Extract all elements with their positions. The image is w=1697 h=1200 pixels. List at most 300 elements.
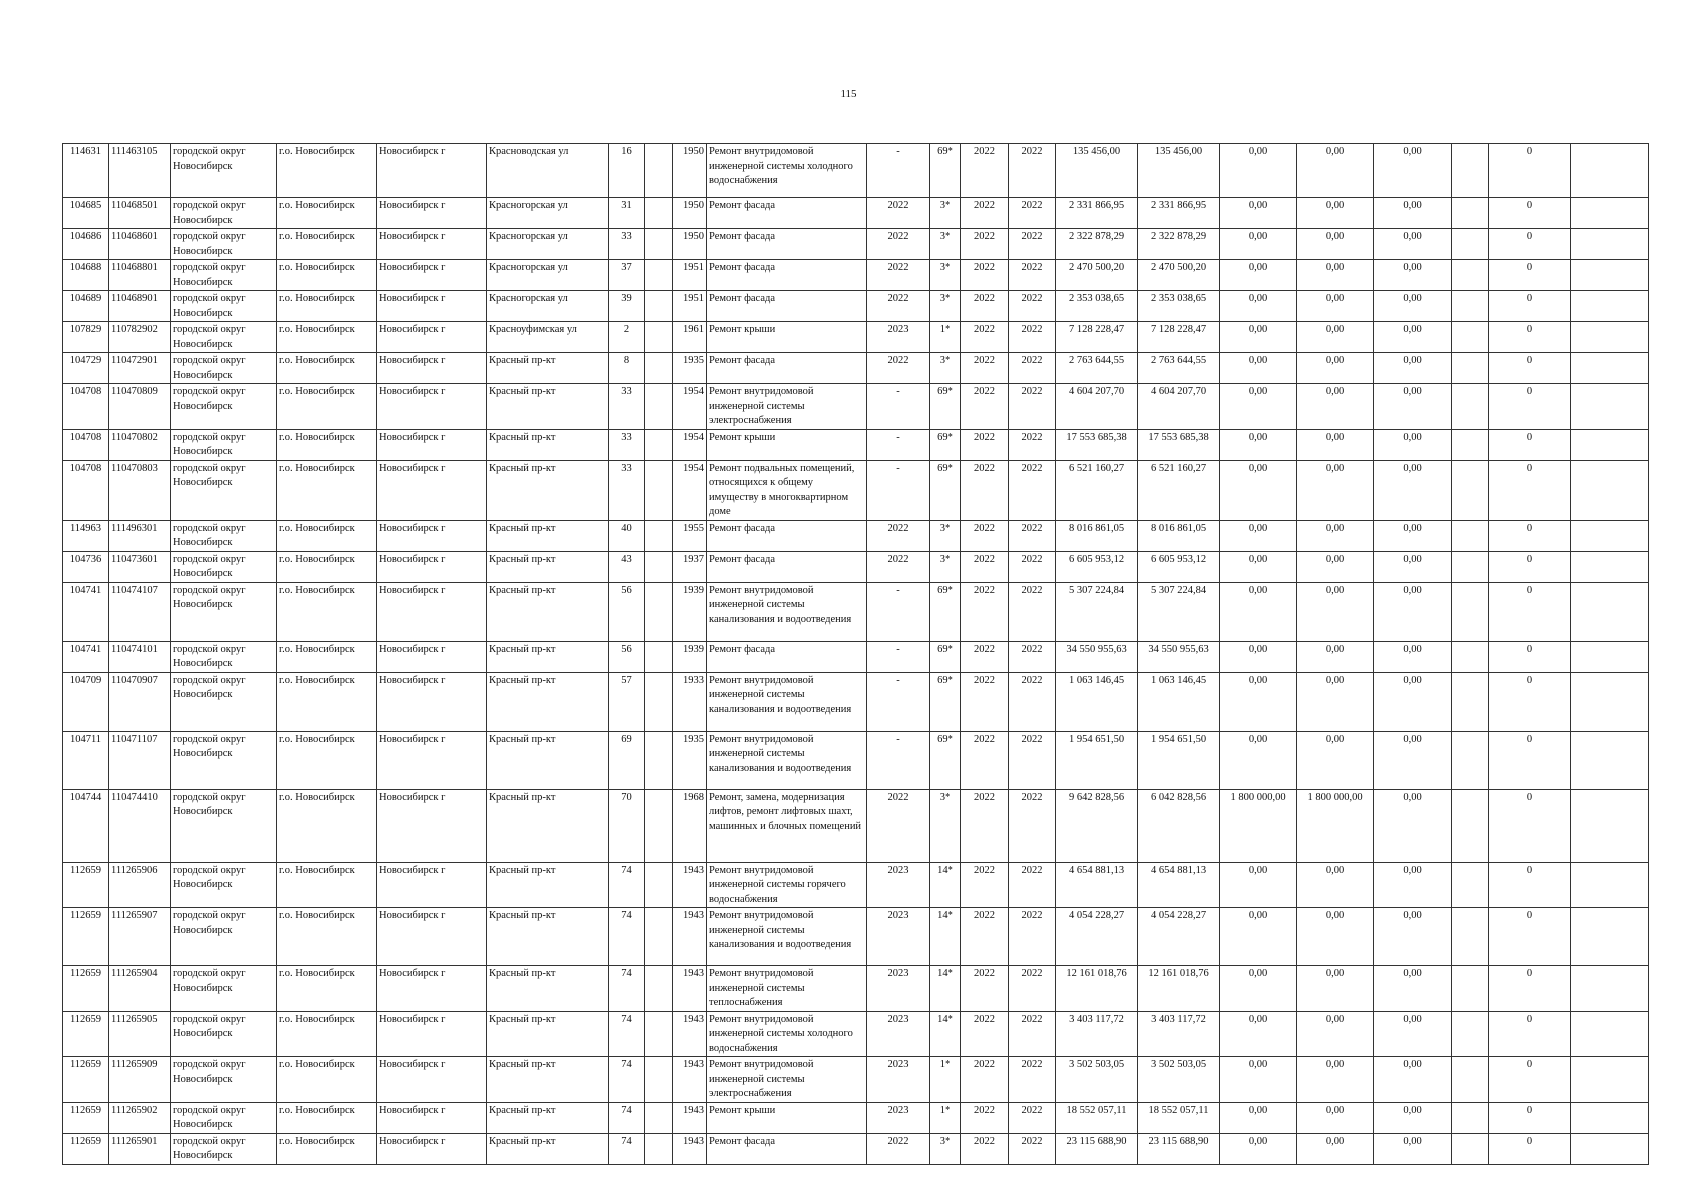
city-cell: Новосибирск г	[377, 731, 487, 789]
row-code: 111265906	[109, 862, 171, 908]
empty-cell	[1571, 353, 1649, 384]
empty-cell	[1452, 551, 1489, 582]
cost-d-cell: 0,00	[1374, 641, 1452, 672]
empty-cell	[645, 291, 673, 322]
empty-cell	[1571, 908, 1649, 966]
mark-cell: 69*	[930, 144, 961, 198]
municipality-cell: городской округ Новосибирск	[171, 731, 277, 789]
cost-b-cell: 0,00	[1220, 260, 1297, 291]
plan-year-cell: -	[867, 144, 930, 198]
work-type-cell: Ремонт внутридомовой инженерной системы канализования и водоотведения	[707, 582, 867, 641]
cost-d-cell: 0,00	[1374, 429, 1452, 460]
last-value-cell: 0	[1489, 384, 1571, 430]
table-row	[63, 551, 1649, 582]
work-type-cell: Ремонт подвальных помещений, относящихся к общему имуществу в многоквартирном доме	[707, 460, 867, 520]
mark-cell: 69*	[930, 672, 961, 731]
year-built-cell: 1951	[673, 260, 707, 291]
municipality-cell: городской округ Новосибирск	[171, 260, 277, 291]
mark-cell: 3*	[930, 229, 961, 260]
cost-d-cell: 0,00	[1374, 862, 1452, 908]
cost-d-cell: 0,00	[1374, 229, 1452, 260]
last-value-cell: 0	[1489, 460, 1571, 520]
work-type-cell: Ремонт фасада	[707, 229, 867, 260]
cost-d-cell: 0,00	[1374, 1133, 1452, 1164]
empty-cell	[1571, 641, 1649, 672]
last-value-cell: 0	[1489, 641, 1571, 672]
house-cell: 8	[609, 353, 645, 384]
okrug-cell: г.о. Новосибирск	[277, 198, 377, 229]
cost-b-cell: 0,00	[1220, 460, 1297, 520]
cost-c-cell: 0,00	[1297, 384, 1374, 430]
cost-a-cell: 12 161 018,76	[1138, 966, 1220, 1012]
plan-year-cell: 2022	[867, 291, 930, 322]
empty-cell	[1452, 144, 1489, 198]
plan-year-cell: 2022	[867, 353, 930, 384]
house-cell: 56	[609, 641, 645, 672]
last-value-cell: 0	[1489, 908, 1571, 966]
cost-c-cell: 0,00	[1297, 731, 1374, 789]
empty-cell	[1571, 198, 1649, 229]
empty-cell	[645, 1057, 673, 1103]
street-cell: Красный пр-кт	[487, 384, 609, 430]
empty-cell	[1452, 429, 1489, 460]
cost-total-cell: 12 161 018,76	[1056, 966, 1138, 1012]
row-id: 104708	[63, 384, 109, 430]
cost-total-cell: 2 763 644,55	[1056, 353, 1138, 384]
row-code: 110472901	[109, 353, 171, 384]
house-cell: 2	[609, 322, 645, 353]
cost-b-cell: 0,00	[1220, 1011, 1297, 1057]
cost-b-cell: 0,00	[1220, 1102, 1297, 1133]
cost-c-cell: 0,00	[1297, 260, 1374, 291]
work-type-cell: Ремонт внутридомовой инженерной системы канализования и водоотведения	[707, 672, 867, 731]
street-cell: Красный пр-кт	[487, 1057, 609, 1103]
year-end-cell: 2022	[1009, 229, 1056, 260]
municipality-cell: городской округ Новосибирск	[171, 908, 277, 966]
cost-d-cell: 0,00	[1374, 1102, 1452, 1133]
okrug-cell: г.о. Новосибирск	[277, 229, 377, 260]
empty-cell	[645, 198, 673, 229]
work-type-cell: Ремонт крыши	[707, 1102, 867, 1133]
okrug-cell: г.о. Новосибирск	[277, 1057, 377, 1103]
cost-c-cell: 0,00	[1297, 322, 1374, 353]
cost-b-cell: 0,00	[1220, 1133, 1297, 1164]
municipality-cell: городской округ Новосибирск	[171, 384, 277, 430]
plan-year-cell: 2023	[867, 1011, 930, 1057]
city-cell: Новосибирск г	[377, 966, 487, 1012]
empty-cell	[1452, 1133, 1489, 1164]
cost-total-cell: 8 016 861,05	[1056, 520, 1138, 551]
year-end-cell: 2022	[1009, 322, 1056, 353]
city-cell: Новосибирск г	[377, 672, 487, 731]
work-type-cell: Ремонт внутридомовой инженерной системы электроснабжения	[707, 1057, 867, 1103]
row-code: 110470802	[109, 429, 171, 460]
house-cell: 69	[609, 731, 645, 789]
table-row	[63, 908, 1649, 966]
house-cell: 33	[609, 460, 645, 520]
okrug-cell: г.о. Новосибирск	[277, 291, 377, 322]
city-cell: Новосибирск г	[377, 384, 487, 430]
year-start-cell: 2022	[961, 908, 1009, 966]
cost-d-cell: 0,00	[1374, 672, 1452, 731]
year-built-cell: 1943	[673, 908, 707, 966]
empty-cell	[1452, 908, 1489, 966]
work-type-cell: Ремонт фасада	[707, 291, 867, 322]
year-end-cell: 2022	[1009, 429, 1056, 460]
municipality-cell: городской округ Новосибирск	[171, 520, 277, 551]
year-built-cell: 1943	[673, 966, 707, 1012]
cost-total-cell: 5 307 224,84	[1056, 582, 1138, 641]
year-start-cell: 2022	[961, 460, 1009, 520]
cost-a-cell: 8 016 861,05	[1138, 520, 1220, 551]
empty-cell	[645, 551, 673, 582]
cost-total-cell: 2 353 038,65	[1056, 291, 1138, 322]
mark-cell: 14*	[930, 966, 961, 1012]
empty-cell	[1452, 229, 1489, 260]
empty-cell	[645, 322, 673, 353]
cost-c-cell: 0,00	[1297, 291, 1374, 322]
table-row	[63, 384, 1649, 430]
year-built-cell: 1943	[673, 1102, 707, 1133]
empty-cell	[645, 908, 673, 966]
row-code: 111265902	[109, 1102, 171, 1133]
cost-b-cell: 0,00	[1220, 641, 1297, 672]
municipality-cell: городской округ Новосибирск	[171, 966, 277, 1012]
plan-year-cell: 2023	[867, 322, 930, 353]
cost-total-cell: 2 331 866,95	[1056, 198, 1138, 229]
cost-d-cell: 0,00	[1374, 551, 1452, 582]
mark-cell: 69*	[930, 731, 961, 789]
street-cell: Красный пр-кт	[487, 641, 609, 672]
row-id: 112659	[63, 1057, 109, 1103]
cost-d-cell: 0,00	[1374, 966, 1452, 1012]
house-cell: 56	[609, 582, 645, 641]
mark-cell: 3*	[930, 1133, 961, 1164]
year-end-cell: 2022	[1009, 460, 1056, 520]
empty-cell	[1571, 551, 1649, 582]
row-code: 110473601	[109, 551, 171, 582]
street-cell: Красный пр-кт	[487, 551, 609, 582]
okrug-cell: г.о. Новосибирск	[277, 908, 377, 966]
empty-cell	[1452, 789, 1489, 862]
table-row	[63, 291, 1649, 322]
row-code: 110470809	[109, 384, 171, 430]
year-end-cell: 2022	[1009, 1102, 1056, 1133]
empty-cell	[645, 731, 673, 789]
cost-a-cell: 4 054 228,27	[1138, 908, 1220, 966]
city-cell: Новосибирск г	[377, 291, 487, 322]
year-end-cell: 2022	[1009, 260, 1056, 291]
cost-b-cell: 1 800 000,00	[1220, 789, 1297, 862]
mark-cell: 14*	[930, 1011, 961, 1057]
row-id: 104708	[63, 429, 109, 460]
empty-cell	[1571, 291, 1649, 322]
year-start-cell: 2022	[961, 789, 1009, 862]
okrug-cell: г.о. Новосибирск	[277, 641, 377, 672]
municipality-cell: городской округ Новосибирск	[171, 460, 277, 520]
table-row	[63, 731, 1649, 789]
year-built-cell: 1943	[673, 1133, 707, 1164]
cost-a-cell: 1 954 651,50	[1138, 731, 1220, 789]
municipality-cell: городской округ Новосибирск	[171, 198, 277, 229]
municipality-cell: городской округ Новосибирск	[171, 672, 277, 731]
cost-total-cell: 135 456,00	[1056, 144, 1138, 198]
mark-cell: 3*	[930, 520, 961, 551]
mark-cell: 3*	[930, 260, 961, 291]
city-cell: Новосибирск г	[377, 460, 487, 520]
row-id: 107829	[63, 322, 109, 353]
cost-c-cell: 0,00	[1297, 229, 1374, 260]
okrug-cell: г.о. Новосибирск	[277, 322, 377, 353]
year-start-cell: 2022	[961, 672, 1009, 731]
cost-a-cell: 2 322 878,29	[1138, 229, 1220, 260]
year-start-cell: 2022	[961, 260, 1009, 291]
table-row	[63, 1102, 1649, 1133]
row-id: 104711	[63, 731, 109, 789]
cost-a-cell: 3 403 117,72	[1138, 1011, 1220, 1057]
cost-b-cell: 0,00	[1220, 862, 1297, 908]
house-cell: 37	[609, 260, 645, 291]
work-type-cell: Ремонт внутридомовой инженерной системы холодного водоснабжения	[707, 144, 867, 198]
table-row	[63, 966, 1649, 1012]
empty-cell	[645, 460, 673, 520]
row-code: 110468801	[109, 260, 171, 291]
municipality-cell: городской округ Новосибирск	[171, 322, 277, 353]
work-type-cell: Ремонт фасада	[707, 260, 867, 291]
municipality-cell: городской округ Новосибирск	[171, 551, 277, 582]
plan-year-cell: 2022	[867, 789, 930, 862]
cost-a-cell: 23 115 688,90	[1138, 1133, 1220, 1164]
okrug-cell: г.о. Новосибирск	[277, 862, 377, 908]
row-code: 111463105	[109, 144, 171, 198]
plan-year-cell: 2022	[867, 551, 930, 582]
cost-b-cell: 0,00	[1220, 429, 1297, 460]
year-end-cell: 2022	[1009, 1057, 1056, 1103]
cost-total-cell: 1 063 146,45	[1056, 672, 1138, 731]
row-id: 104744	[63, 789, 109, 862]
cost-total-cell: 7 128 228,47	[1056, 322, 1138, 353]
row-code: 110782902	[109, 322, 171, 353]
city-cell: Новосибирск г	[377, 353, 487, 384]
row-id: 104709	[63, 672, 109, 731]
cost-a-cell: 7 128 228,47	[1138, 322, 1220, 353]
plan-year-cell: 2023	[867, 1102, 930, 1133]
work-type-cell: Ремонт крыши	[707, 429, 867, 460]
row-id: 114963	[63, 520, 109, 551]
work-type-cell: Ремонт внутридомовой инженерной системы горячего водоснабжения	[707, 862, 867, 908]
work-type-cell: Ремонт внутридомовой инженерной системы теплоснабжения	[707, 966, 867, 1012]
year-built-cell: 1939	[673, 582, 707, 641]
row-code: 110471107	[109, 731, 171, 789]
table-row	[63, 641, 1649, 672]
table-row	[63, 322, 1649, 353]
cost-c-cell: 0,00	[1297, 862, 1374, 908]
municipality-cell: городской округ Новосибирск	[171, 229, 277, 260]
cost-b-cell: 0,00	[1220, 966, 1297, 1012]
row-id: 104741	[63, 582, 109, 641]
table-row	[63, 144, 1649, 198]
empty-cell	[1571, 582, 1649, 641]
row-code: 110468601	[109, 229, 171, 260]
house-cell: 43	[609, 551, 645, 582]
cost-total-cell: 34 550 955,63	[1056, 641, 1138, 672]
cost-c-cell: 0,00	[1297, 641, 1374, 672]
cost-d-cell: 0,00	[1374, 460, 1452, 520]
plan-year-cell: -	[867, 641, 930, 672]
cost-c-cell: 0,00	[1297, 144, 1374, 198]
house-cell: 70	[609, 789, 645, 862]
year-start-cell: 2022	[961, 322, 1009, 353]
municipality-cell: городской округ Новосибирск	[171, 789, 277, 862]
empty-cell	[645, 862, 673, 908]
year-end-cell: 2022	[1009, 731, 1056, 789]
empty-cell	[1452, 460, 1489, 520]
last-value-cell: 0	[1489, 520, 1571, 551]
empty-cell	[1452, 672, 1489, 731]
cost-a-cell: 2 353 038,65	[1138, 291, 1220, 322]
city-cell: Новосибирск г	[377, 229, 487, 260]
empty-cell	[1571, 731, 1649, 789]
municipality-cell: городской округ Новосибирск	[171, 582, 277, 641]
year-built-cell: 1954	[673, 429, 707, 460]
house-cell: 16	[609, 144, 645, 198]
last-value-cell: 0	[1489, 144, 1571, 198]
year-built-cell: 1954	[673, 460, 707, 520]
house-cell: 74	[609, 966, 645, 1012]
year-built-cell: 1955	[673, 520, 707, 551]
plan-year-cell: 2022	[867, 1133, 930, 1164]
cost-total-cell: 4 054 228,27	[1056, 908, 1138, 966]
empty-cell	[1571, 1133, 1649, 1164]
cost-d-cell: 0,00	[1374, 384, 1452, 430]
row-id: 114631	[63, 144, 109, 198]
city-cell: Новосибирск г	[377, 1011, 487, 1057]
last-value-cell: 0	[1489, 1011, 1571, 1057]
year-end-cell: 2022	[1009, 582, 1056, 641]
empty-cell	[1571, 1102, 1649, 1133]
row-id: 104685	[63, 198, 109, 229]
okrug-cell: г.о. Новосибирск	[277, 551, 377, 582]
empty-cell	[1452, 353, 1489, 384]
empty-cell	[645, 789, 673, 862]
year-end-cell: 2022	[1009, 672, 1056, 731]
mark-cell: 69*	[930, 429, 961, 460]
empty-cell	[645, 229, 673, 260]
cost-b-cell: 0,00	[1220, 520, 1297, 551]
street-cell: Красный пр-кт	[487, 1133, 609, 1164]
work-type-cell: Ремонт внутридомовой инженерной системы холодного водоснабжения	[707, 1011, 867, 1057]
empty-cell	[1452, 1102, 1489, 1133]
row-id: 104689	[63, 291, 109, 322]
table-row	[63, 1133, 1649, 1164]
year-start-cell: 2022	[961, 429, 1009, 460]
empty-cell	[645, 144, 673, 198]
empty-cell	[1452, 641, 1489, 672]
empty-cell	[645, 353, 673, 384]
municipality-cell: городской округ Новосибирск	[171, 1133, 277, 1164]
year-end-cell: 2022	[1009, 144, 1056, 198]
empty-cell	[1571, 789, 1649, 862]
street-cell: Красногорская ул	[487, 229, 609, 260]
plan-year-cell: 2023	[867, 966, 930, 1012]
city-cell: Новосибирск г	[377, 789, 487, 862]
empty-cell	[645, 641, 673, 672]
street-cell: Красный пр-кт	[487, 353, 609, 384]
okrug-cell: г.о. Новосибирск	[277, 384, 377, 430]
cost-c-cell: 0,00	[1297, 672, 1374, 731]
city-cell: Новосибирск г	[377, 582, 487, 641]
plan-year-cell: -	[867, 429, 930, 460]
cost-a-cell: 2 763 644,55	[1138, 353, 1220, 384]
work-type-cell: Ремонт фасада	[707, 551, 867, 582]
row-id: 112659	[63, 1133, 109, 1164]
table-row	[63, 1057, 1649, 1103]
work-type-cell: Ремонт фасада	[707, 1133, 867, 1164]
cost-total-cell: 4 654 881,13	[1056, 862, 1138, 908]
row-code: 110474410	[109, 789, 171, 862]
house-cell: 33	[609, 429, 645, 460]
empty-cell	[645, 672, 673, 731]
street-cell: Красный пр-кт	[487, 966, 609, 1012]
year-start-cell: 2022	[961, 1057, 1009, 1103]
work-type-cell: Ремонт внутридомовой инженерной системы канализования и водоотведения	[707, 908, 867, 966]
empty-cell	[1452, 966, 1489, 1012]
row-code: 111265907	[109, 908, 171, 966]
house-cell: 33	[609, 229, 645, 260]
row-id: 104708	[63, 460, 109, 520]
cost-c-cell: 0,00	[1297, 1057, 1374, 1103]
municipality-cell: городской округ Новосибирск	[171, 1057, 277, 1103]
okrug-cell: г.о. Новосибирск	[277, 520, 377, 551]
cost-b-cell: 0,00	[1220, 229, 1297, 260]
plan-year-cell: 2022	[867, 520, 930, 551]
plan-year-cell: -	[867, 672, 930, 731]
cost-total-cell: 9 642 828,56	[1056, 789, 1138, 862]
year-end-cell: 2022	[1009, 1133, 1056, 1164]
street-cell: Красный пр-кт	[487, 672, 609, 731]
empty-cell	[645, 966, 673, 1012]
year-built-cell: 1943	[673, 1011, 707, 1057]
cost-d-cell: 0,00	[1374, 731, 1452, 789]
year-built-cell: 1954	[673, 384, 707, 430]
empty-cell	[1452, 582, 1489, 641]
year-start-cell: 2022	[961, 520, 1009, 551]
year-start-cell: 2022	[961, 291, 1009, 322]
cost-a-cell: 6 042 828,56	[1138, 789, 1220, 862]
cost-c-cell: 0,00	[1297, 198, 1374, 229]
last-value-cell: 0	[1489, 229, 1571, 260]
empty-cell	[645, 582, 673, 641]
house-cell: 57	[609, 672, 645, 731]
empty-cell	[1452, 198, 1489, 229]
municipality-cell: городской округ Новосибирск	[171, 641, 277, 672]
city-cell: Новосибирск г	[377, 551, 487, 582]
empty-cell	[1571, 966, 1649, 1012]
cost-total-cell: 4 604 207,70	[1056, 384, 1138, 430]
year-built-cell: 1950	[673, 229, 707, 260]
year-built-cell: 1951	[673, 291, 707, 322]
city-cell: Новосибирск г	[377, 198, 487, 229]
work-type-cell: Ремонт, замена, модернизация лифтов, ремонт лифтовых шахт, машинных и блочных помещений	[707, 789, 867, 862]
year-built-cell: 1939	[673, 641, 707, 672]
empty-cell	[645, 1133, 673, 1164]
last-value-cell: 0	[1489, 429, 1571, 460]
house-cell: 74	[609, 1102, 645, 1133]
table-row	[63, 460, 1649, 520]
year-built-cell: 1937	[673, 551, 707, 582]
okrug-cell: г.о. Новосибирск	[277, 582, 377, 641]
cost-a-cell: 18 552 057,11	[1138, 1102, 1220, 1133]
